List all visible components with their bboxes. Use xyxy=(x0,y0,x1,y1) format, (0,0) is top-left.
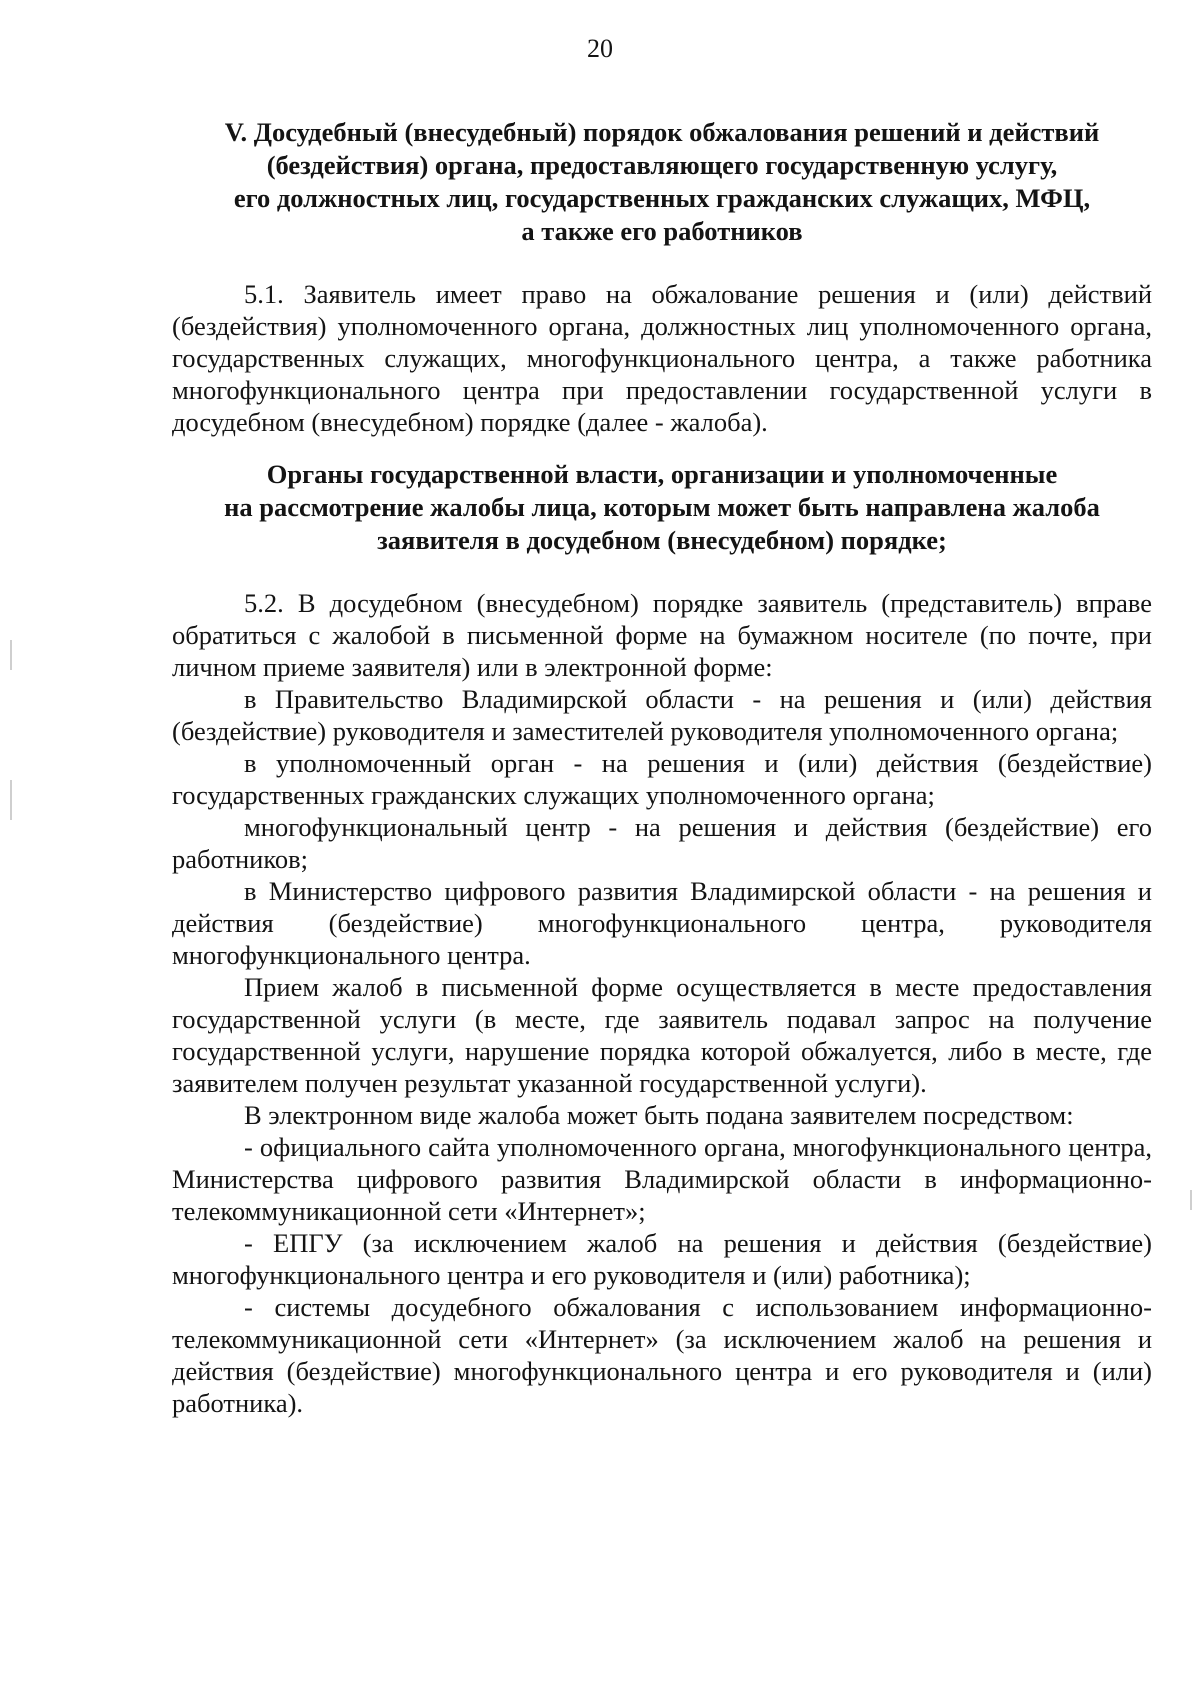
list-item-pretrial-system: - системы досудебного обжалования с использованием информационно-телекоммуникационной сети «Интернет» (за исключением жалоб на решения и действия (бездействие) многофункционального центра и его руководителя и (или) работника). xyxy=(172,1292,1152,1418)
paragraph-5-1: 5.1. Заявитель имеет право на обжалование решения и (или) действий (бездействия) уполномоченного органа, должностных лиц уполномоченного органа, государственных служащих, многофункционального центра, а также работника многофункционального центра при предоставлении государственной услуги в досудебном (внесудебном) порядке (далее - жалоба). xyxy=(172,279,1152,437)
paragraph-ministry: в Министерство цифрового развития Владимирской области - на решения и действия (бездействие) многофункционального центра, руководителя многофункционального центра. xyxy=(172,876,1152,970)
page-number: 20 xyxy=(587,34,613,63)
paragraph-5-2: 5.2. В досудебном (внесудебном) порядке заявитель (представитель) вправе обратиться с жалобой в письменной форме на бумажном носителе (по почте, при личном приеме заявителя) или в электронной форме: xyxy=(172,588,1152,682)
subheading xyxy=(172,458,1152,557)
paragraph-authorized-body: в уполномоченный орган - на решения и (или) действия (бездействие) государственных гражданских служащих уполномоченного органа; xyxy=(172,748,1152,810)
page-content xyxy=(172,102,1152,1419)
subheading-line: Органы государственной власти, организации и уполномоченные xyxy=(266,459,1058,489)
subheading-line: на рассмотрение жалобы лица, которым может быть направлена жалоба xyxy=(224,492,1100,522)
section-heading xyxy=(172,116,1152,248)
section-heading-line: его должностных лиц, государственных гражданских служащих, МФЦ, xyxy=(233,183,1091,213)
subheading-line: заявителя в досудебном (внесудебном) порядке; xyxy=(377,525,947,555)
paragraph-written-complaints: Прием жалоб в письменной форме осуществляется в месте предоставления государственной услуги (в месте, где заявитель подавал запрос на получение государственной услуги, нарушение порядка которой обжалуется, либо в месте, где заявителем получен результат указанной государственной услуги). xyxy=(172,972,1152,1098)
section-heading-line: V. Досудебный (внесудебный) порядок обжалования решений и действий xyxy=(224,117,1100,147)
scan-artifact xyxy=(1190,1190,1192,1210)
scan-artifact xyxy=(10,780,12,820)
list-item-official-site: - официального сайта уполномоченного органа, многофункционального центра, Министерства цифрового развития Владимирской области в информационно-телекоммуникационной сети «Интернет»; xyxy=(172,1132,1152,1226)
scan-artifact xyxy=(10,640,12,670)
paragraph-government: в Правительство Владимирской области - на решения и (или) действия (бездействие) руководителя и заместителей руководителя уполномоченного органа; xyxy=(172,684,1152,746)
paragraph-mfc: многофункциональный центр - на решения и действия (бездействие) его работников; xyxy=(172,812,1152,874)
list-item-epgu: - ЕПГУ (за исключением жалоб на решения и действия (бездействие) многофункционального центра и его руководителя и (или) работника); xyxy=(172,1228,1152,1290)
paragraph-electronic-intro: В электронном виде жалоба может быть подана заявителем посредством: xyxy=(244,1100,1074,1130)
section-heading-line: а также его работников xyxy=(521,216,803,246)
section-heading-line: (бездействия) органа, предоставляющего государственную услугу, xyxy=(266,150,1058,180)
